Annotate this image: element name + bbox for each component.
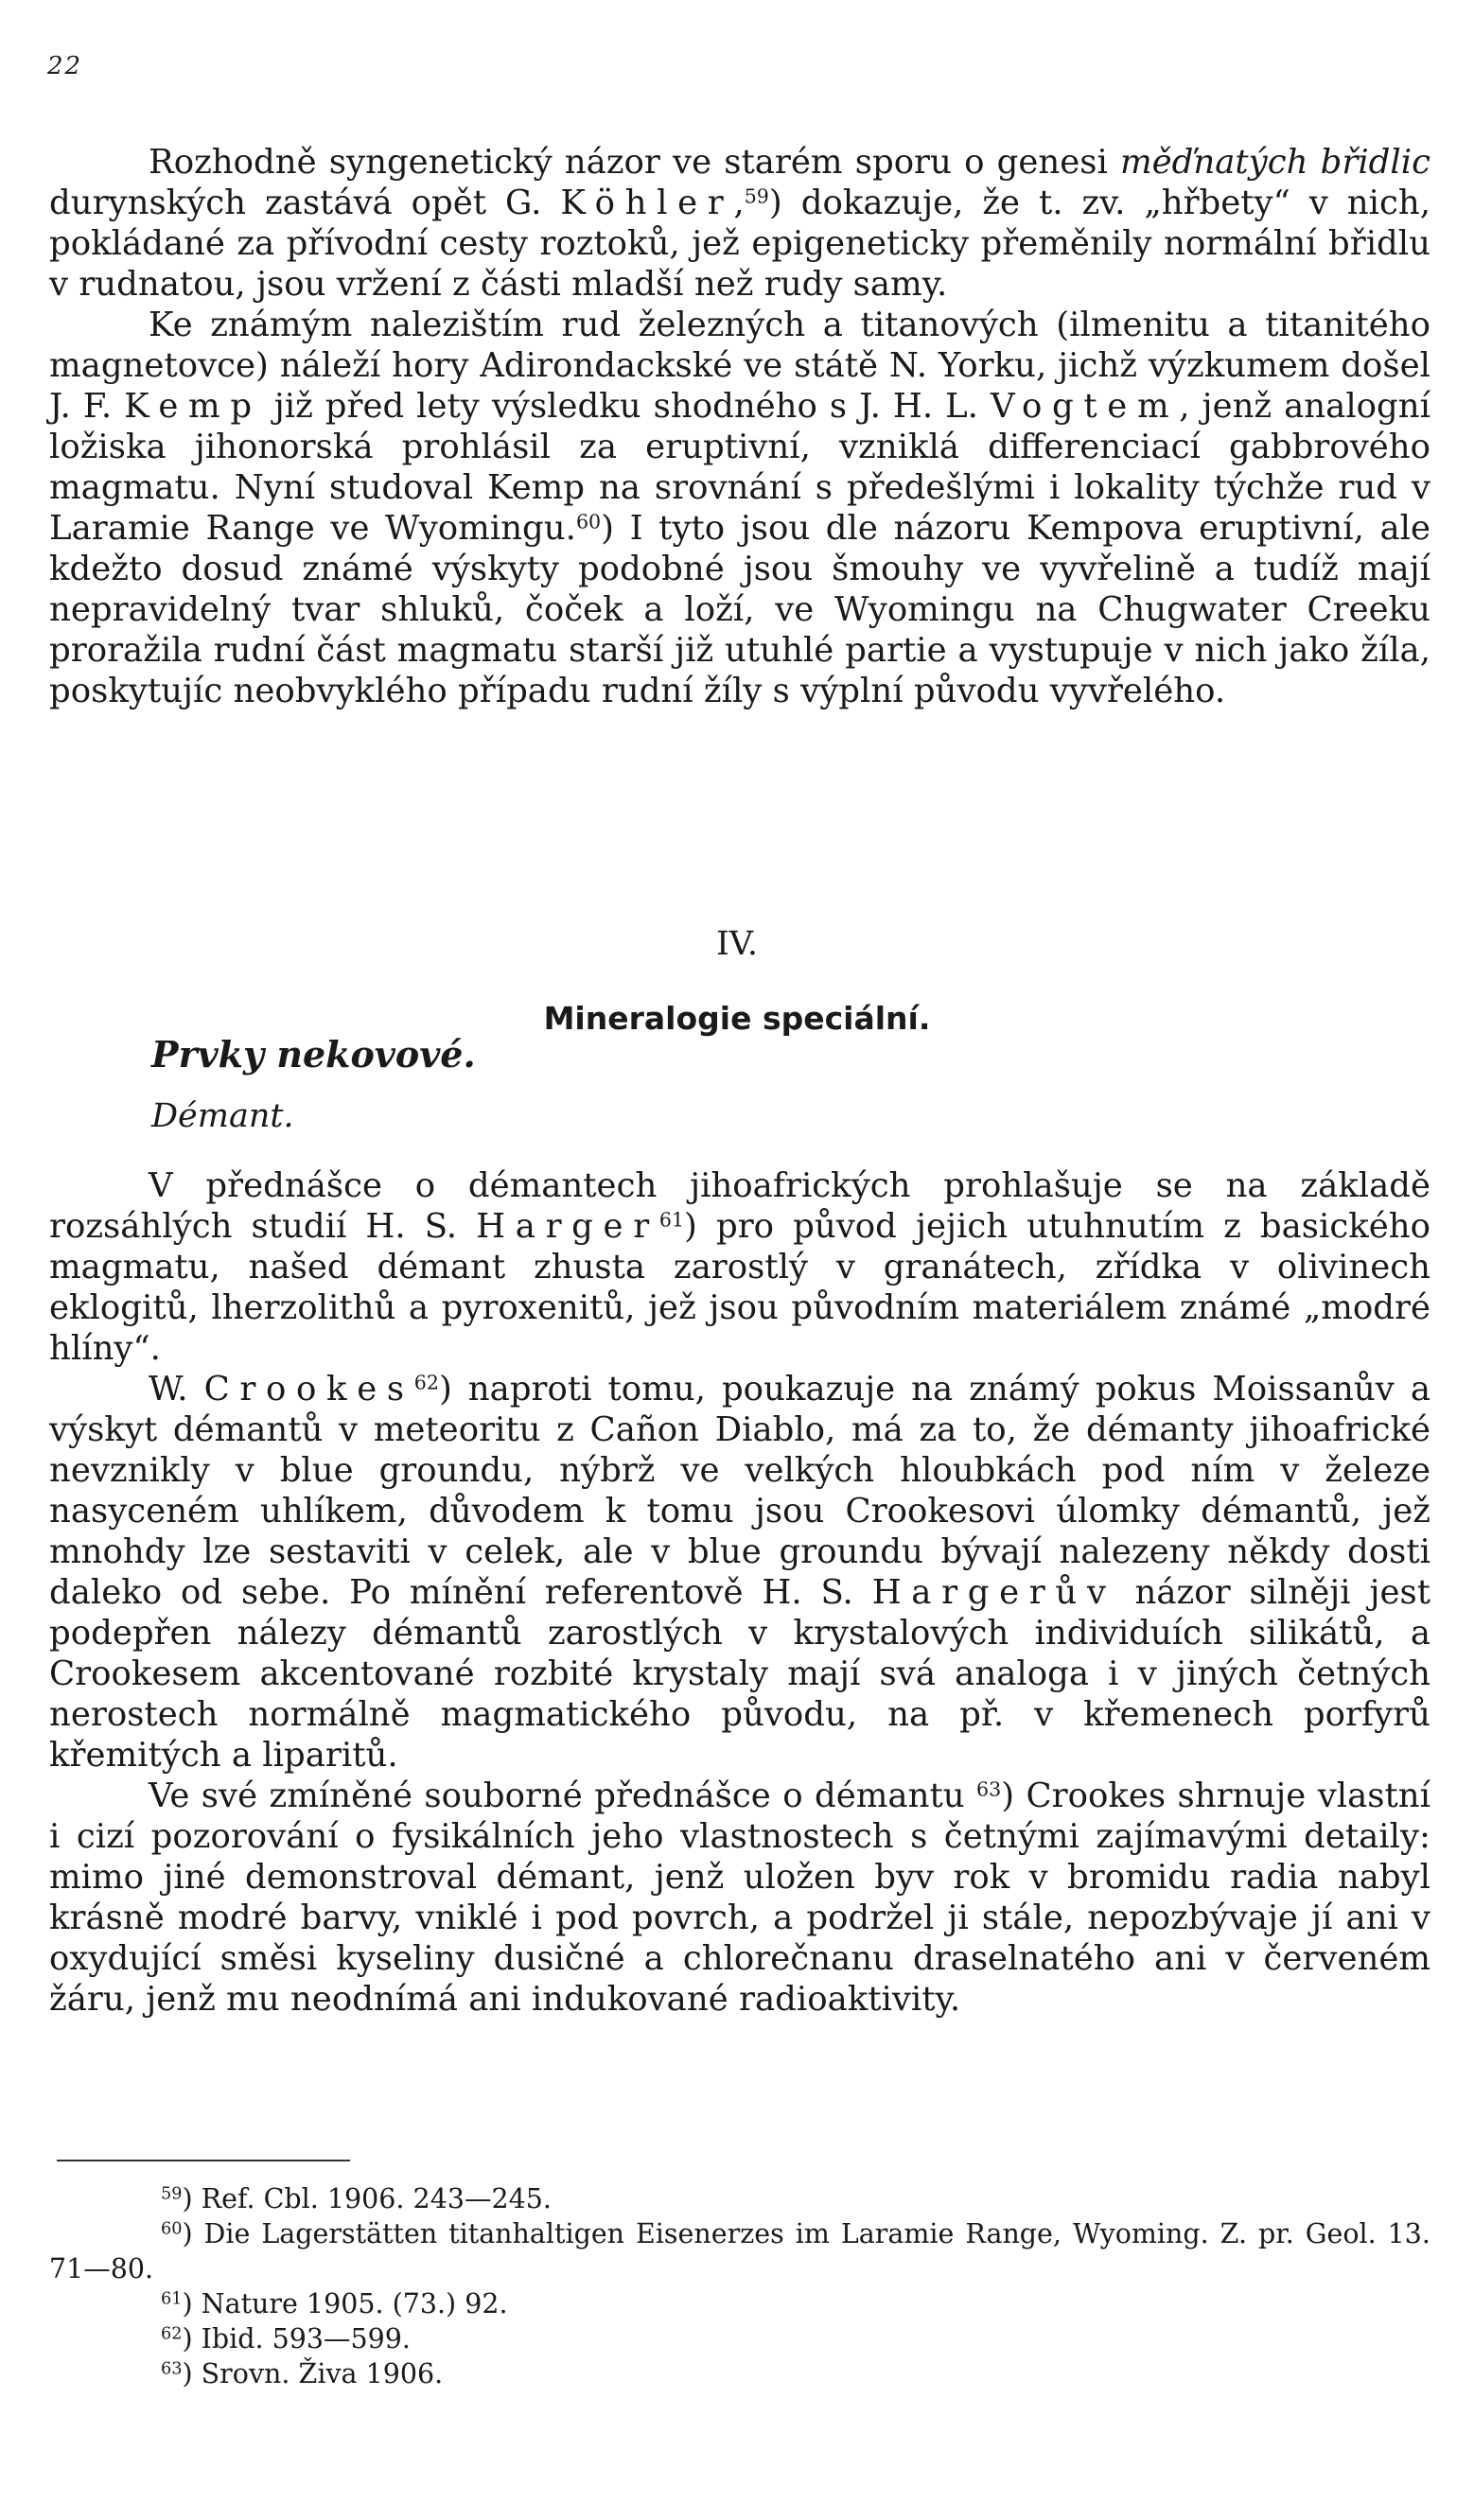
footnotes — [49, 2181, 1430, 2391]
category-title: Prvky nekovové. — [151, 1033, 476, 1076]
author-name: Kemp — [124, 387, 262, 426]
author-name: Vogtem — [990, 387, 1180, 426]
page-number: 22 — [47, 52, 83, 80]
footnote-ref: 59 — [744, 184, 769, 208]
paragraph: V přednášce o démantech jihoafrických prohlašuje se na základě rozsáhlých studií H. S. Harger$^{61}$) pro původ jejich utuhnutím z basického magmatu, našed démant zhusta zarostlý v granátech, zřídka v olivinech eklogitů, lherzolithů a pyroxenitů, jež jsou původním materiálem známé „modré hlíny“. — [49, 1166, 1430, 1368]
footnote-ref: 60 — [575, 510, 602, 534]
footnote — [49, 2181, 1430, 2216]
emphasis: měďnatých břidlic — [1119, 143, 1430, 182]
footnote — [49, 2216, 1430, 2286]
footnote-text: ) Nature 1905. (73.) 92. — [182, 2288, 508, 2319]
footnote-text: ) Ref. Cbl. 1906. 243—245. — [182, 2183, 552, 2214]
footnote-number: 63 — [161, 2359, 183, 2379]
section-number: IV. — [715, 925, 759, 963]
section-title: Mineralogie speciální. — [543, 1000, 931, 1037]
author-name: Crookes — [203, 1370, 414, 1409]
footnote-number: 61 — [161, 2289, 183, 2309]
footnote — [49, 2356, 1430, 2391]
author-name: Köhler — [560, 184, 734, 222]
footnote-number: 59 — [161, 2184, 183, 2204]
footnote-text: ) Srovn. Živa 1906. — [182, 2358, 444, 2389]
author-name: Harger — [476, 1207, 659, 1246]
footnote-text: ) Die Lagerstätten titanhaltigen Eisenerzes im Laramie Range, Wyoming. Z. pr. Geol. 13. 71—80. — [49, 2218, 1430, 2284]
body-text-bottom — [49, 1165, 1430, 2020]
footnote-ref: 62 — [413, 1371, 439, 1394]
subsection-title: Démant. — [151, 1097, 294, 1135]
footnote-text: ) Ibid. 593—599. — [182, 2323, 411, 2354]
footnote-number: 60 — [161, 2219, 183, 2239]
body-text-top — [49, 142, 1430, 711]
author-name: Hargerův — [871, 1573, 1116, 1612]
footnote-number: 62 — [161, 2324, 183, 2344]
footnote-ref: 61 — [658, 1208, 685, 1232]
footnote — [49, 2286, 1430, 2321]
paragraph: Ve své zmíněné souborné přednášce o démantu $^{63}$) Crookes shrnuje vlastní i cizí pozorování o fysikálních jeho vlastnostech s četnými zajímavými detaily: mimo jiné demonstroval démant, jenž uložen byv rok v bromidu radia nabyl krásně modré barvy, vniklé i pod povrch, a podržel ji stále, nepozbývaje jí ani v oxydující směsi kyseliny dusičné a chlorečnanu draselnatého ani v červeném žáru, jenž mu neodnímá ani indukované radioaktivity. — [49, 1776, 1430, 2019]
paragraph: Rozhodně syngenetický názor ve starém sporu o genesi měďnatých břidlic durynských zastává opět G. Köhler,$^{59}$) dokazuje, že t. zv. „hřbety“ v nich, pokládané za přívodní cesty roztoků, jež epigeneticky přeměnily normální břidlu v rudnatou, jsou vržení z části mladší než rudy samy. — [49, 143, 1430, 304]
paragraph: W. Crookes$^{62}$) naproti tomu, poukazuje na známý pokus Moissanův a výskyt démantů v meteoritu z Cañon Diablo, má za to, že démanty jihoafrické nevznikly v blue groundu, nýbrž ve velkých hloubkách pod ním v železe nasyceném uhlíkem, důvodem k tomu jsou Crookesovi úlomky démantů, jež mnohdy lze sestaviti v celek, ale v blue groundu bývají nalezeny někdy dosti daleko od sebe. Po mínění referentově H. S. Hargerův názor silněji jest podepřen nálezy démantů zarostlých v krystalových individuích silikátů, a Crookesem akcentované rozbité krystaly mají svá analoga i v jiných četných nerostech normálně magmatického původu, na př. v křemenech porfyrů křemitých a liparitů. — [49, 1370, 1430, 1775]
footnote-divider — [57, 2160, 350, 2161]
footnote — [49, 2321, 1430, 2356]
footnote-ref: 63 — [976, 1777, 1002, 1801]
paragraph: Ke známým nalezištím rud železných a titanových (ilmenitu a titanitého magnetovce) náleží hory Adirondackské ve státě N. Yorku, jichž výzkumem došel J. F. Kemp již před lety výsledku shodného s J. H. L. Vogtem, jenž analogní ložiska jihonorská prohlásil za eruptivní, vzniklá differenciací gabbrového magmatu. Nyní studoval Kemp na srovnání s předešlými i lokality týchže rud v Laramie Range ve Wyomingu.$^{60}$) I tyto jsou dle názoru Kempova eruptivní, ale kdežto dosud známé výskyty podobné jsou šmouhy ve vyvřelině a tudíž mají nepravidelný tvar shluků, čoček a loží, ve Wyomingu na Chugwater Creeku proražila rudní část magmatu starší již utuhlé partie a vystupuje v nich jako žíla, poskytujíc neobvyklého případu rudní žíly s výplní původu vyvřelého. — [49, 306, 1430, 710]
